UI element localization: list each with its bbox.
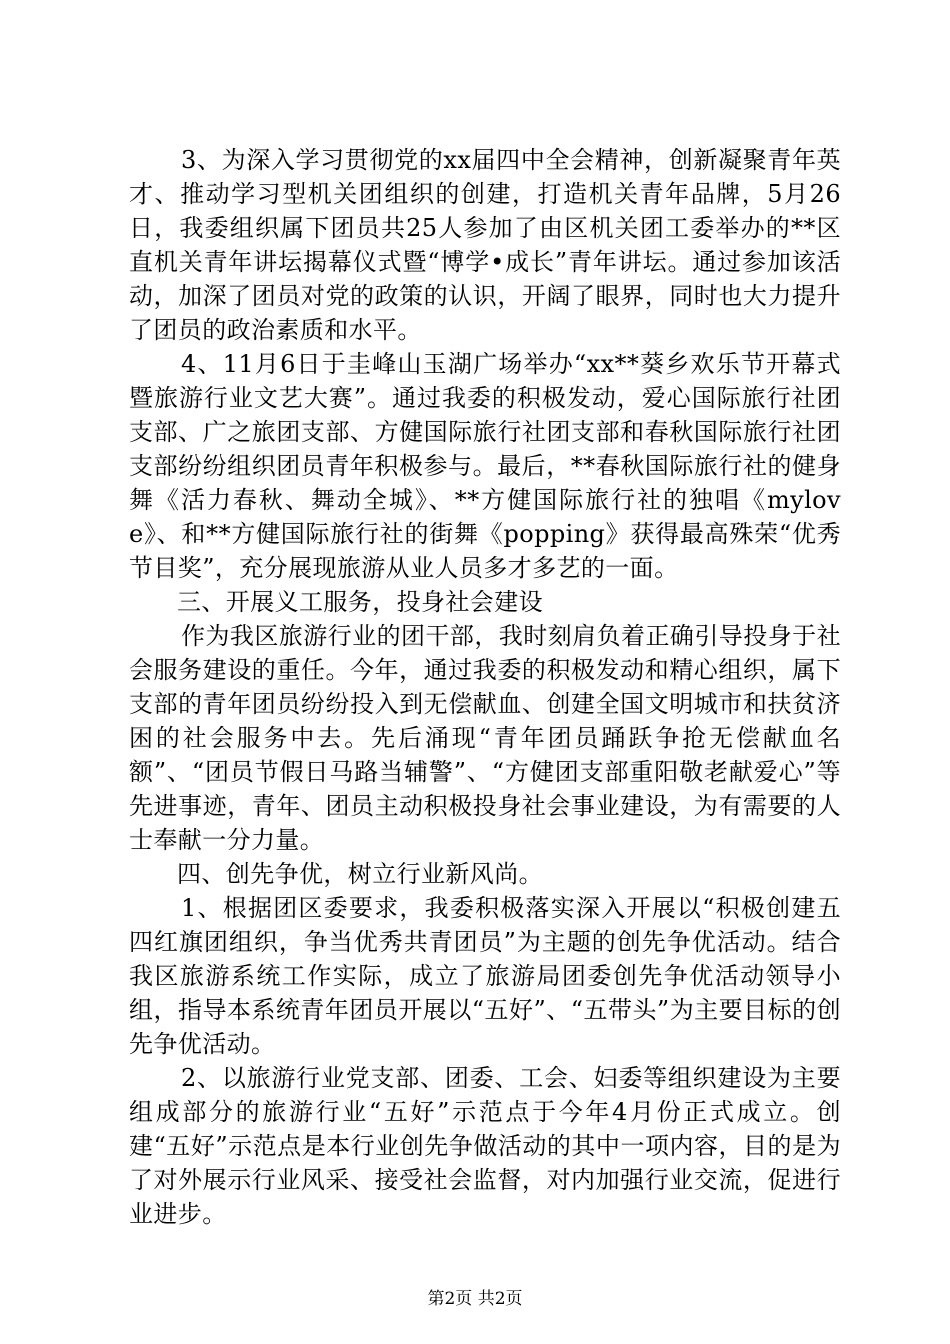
document-body — [129, 143, 841, 1231]
section-heading-volunteer-service: 三、开展义工服务，投身社会建设 — [177, 588, 543, 616]
section-heading-excellence: 四、创先争优，树立行业新风尚。 — [177, 860, 543, 888]
paragraph-item-3-lecture-forum: 3、为深入学习贯彻党的xx届四中全会精神，创新凝聚青年英才、推动学习型机关团组织的创建，打造机关青年品牌，5月26日，我委组织属下团员共25人参加了由区机关团工委举办的**区直机关青年讲坛揭幕仪式暨“博学•成长”青年讲坛。通过参加该活动，加深了团员对党的政策的认识，开阔了眼界，同时也大力提升了团员的政治素质和水平。 — [129, 146, 841, 344]
paragraph-item-2-demonstration-site: 2、以旅游行业党支部、团委、工会、妇委等组织建设为主要组成部分的旅游行业“五好”示范点于今年4月份正式成立。创建“五好”示范点是本行业创先争做活动的其中一项内容，目的是为了对外展示行业风采、接受社会监督，对内加强行业交流，促进行业进步。 — [129, 1064, 841, 1228]
paragraph-item-1-excellence-activity: 1、根据团区委要求，我委积极落实深入开展以“积极创建五四红旗团组织，争当优秀共青团员”为主题的创先争优活动。结合我区旅游系统工作实际，成立了旅游局团委创先争优活动领导小组，指导本系统青年团员开展以“五好”、“五带头”为主要目标的创先争优活动。 — [129, 894, 841, 1058]
page-number-footer: 第2页 共2页 — [427, 1289, 523, 1309]
paragraph-volunteer-service: 作为我区旅游行业的团干部，我时刻肩负着正确引导投身于社会服务建设的重任。今年，通过我委的积极发动和精心组织，属下支部的青年团员纷纷投入到无偿献血、创建全国文明城市和扶贫济困的社会服务中去。先后涌现“青年团员踊跃争抢无偿献血名额”、“团员节假日马路当辅警”、“方健团支部重阳敬老献爱心”等先进事迹，青年、团员主动积极投身社会事业建设，为有需要的人士奉献一分力量。 — [129, 622, 841, 854]
paragraph-item-4-art-contest: 4、11月6日于圭峰山玉湖广场举办“xx**葵乡欢乐节开幕式暨旅游行业文艺大赛”。通过我委的积极发动，爱心国际旅行社团支部、广之旅团支部、方健国际旅行社团支部和春秋国际旅行社团支部纷纷组织团员青年积极参与。最后，**春秋国际旅行社的健身舞《活力春秋、舞动全城》、**方健国际旅行社的独唱《mylove》、和**方健国际旅行社的街舞《popping》获得最高殊荣“优秀节目奖”，充分展现旅游从业人员多才多艺的一面。 — [129, 350, 841, 582]
